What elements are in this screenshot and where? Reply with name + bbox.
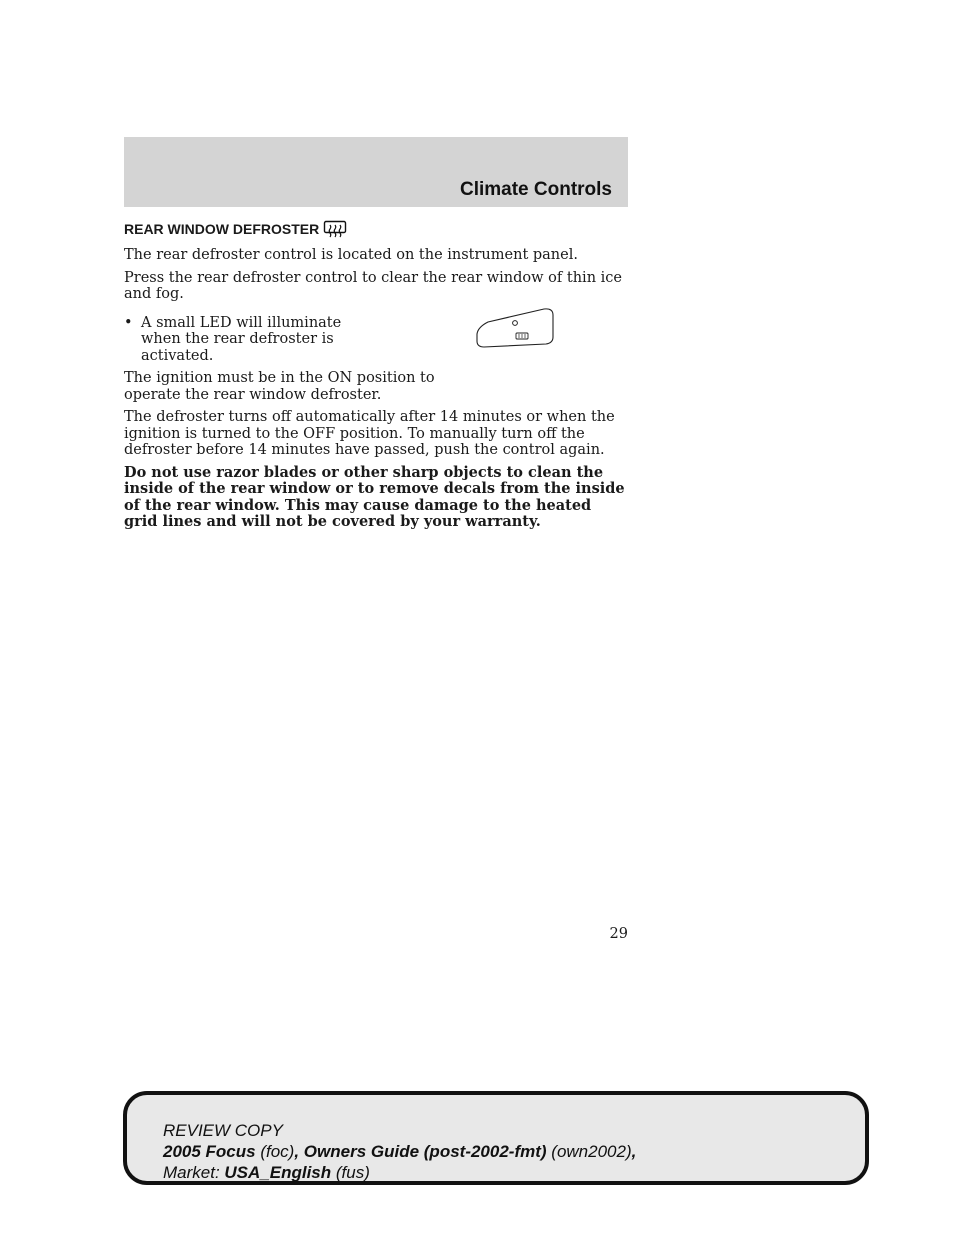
page-title: Climate Controls <box>459 179 612 200</box>
review-copy-box <box>123 1091 869 1185</box>
page-content <box>124 220 628 537</box>
warning-text: Do not use razor blades or other sharp objects to clean the inside of the rear window or to remove decals from the inside of the rear window. This may cause damage to the heated grid lines and will not be covered by your warranty. <box>124 463 625 530</box>
market-name: USA_English <box>224 1163 332 1182</box>
paragraph-auto-off: The defroster turns off automatically after 14 minutes or when the ignition is turned to the OFF position. To manually turn off the defroster before 14 minutes have passed, push the control again. <box>124 409 615 458</box>
paragraph-location: The rear defroster control is located on the instrument panel. <box>124 247 578 263</box>
guide-name: Owners Guide (post-2002-fmt) <box>303 1142 547 1161</box>
review-copy-label: REVIEW COPY <box>163 1121 283 1140</box>
rear-defrost-icon <box>323 220 347 238</box>
header-band <box>124 137 628 207</box>
review-copy-market-line <box>163 1162 636 1183</box>
review-copy-model-line <box>163 1141 636 1162</box>
section-heading <box>124 220 628 238</box>
market-label: Market: <box>163 1163 225 1182</box>
page-number: 29 <box>609 926 628 942</box>
led-figure-row <box>124 315 628 404</box>
separator-1: , <box>294 1142 304 1161</box>
section-heading-text: REAR WINDOW DEFROSTER <box>124 220 320 237</box>
bullet-text: A small LED will illuminate when the rear defroster is activated. <box>141 314 342 364</box>
guide-code: (own2002) <box>546 1142 632 1161</box>
paragraph-press: Press the rear defroster control to clear the rear window of thin ice and fog. <box>124 269 622 302</box>
defroster-switch-illustration <box>474 307 556 351</box>
model-code: (foc) <box>255 1142 295 1161</box>
bullet-icon: • <box>124 314 133 331</box>
market-code: (fus) <box>331 1163 370 1182</box>
review-copy-text <box>163 1120 636 1183</box>
model-name: 2005 Focus <box>163 1142 256 1161</box>
paragraph-ignition: The ignition must be in the ON position to operate the rear window defroster. <box>124 370 435 403</box>
bullet-item <box>124 315 384 365</box>
separator-2: , <box>631 1142 637 1161</box>
